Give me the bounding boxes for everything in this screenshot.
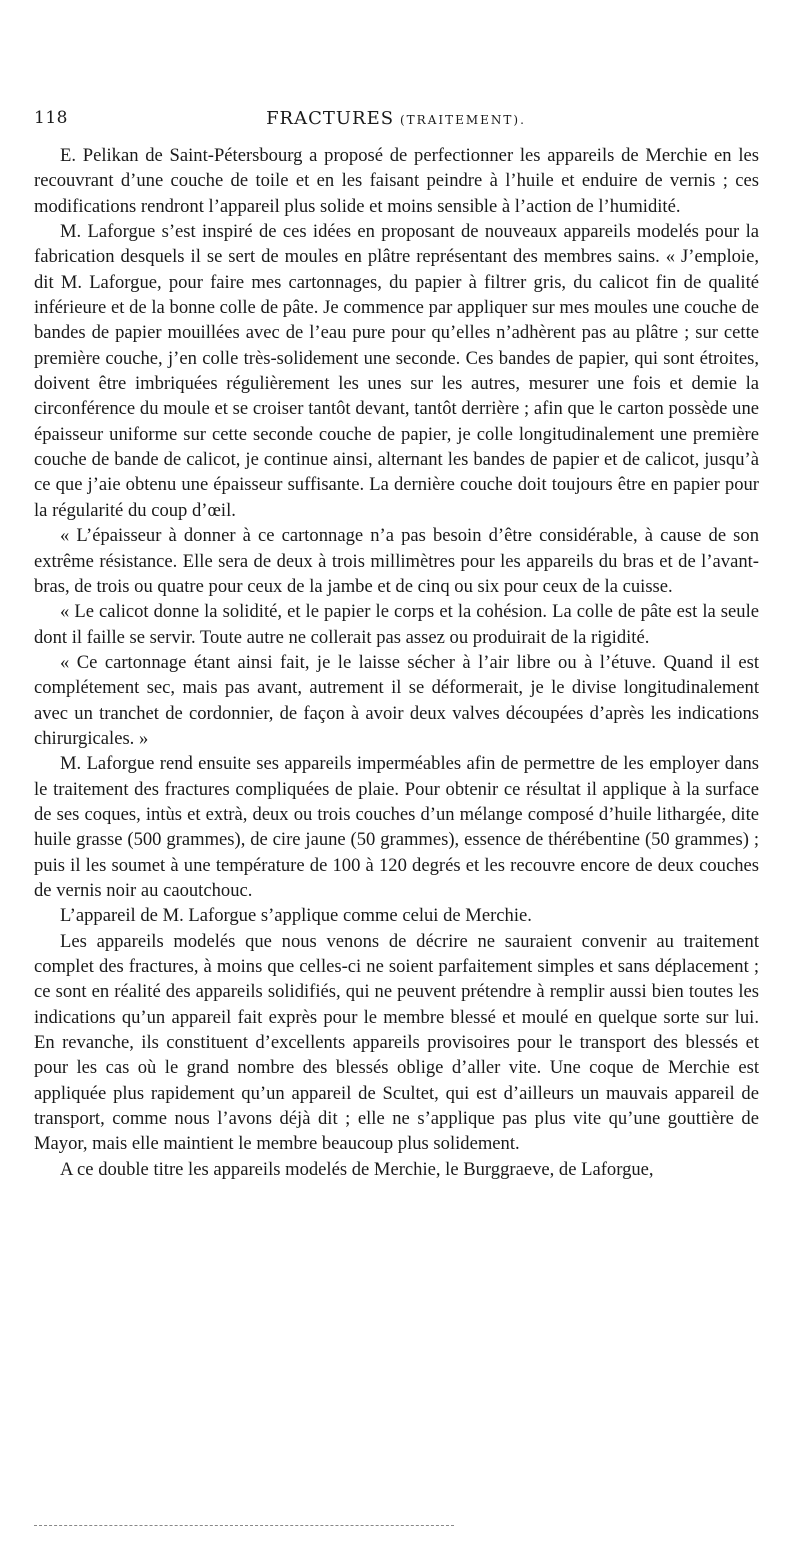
page-number: 118: [34, 108, 68, 128]
paragraph-assessment: Les appareils modelés que nous venons de décrire ne sauraient convenir au traitement complet des fractures, à moins que celles-ci ne soient parfaitement simples et sans déplacement ; ce sont en réalité des appareils solidifiés, qui ne peuvent prétendre à remplir aussi bien toutes les indications qu’un appareil fait exprès pour le membre blessé et moulé en quelque sorte sur lui. En revanche, ils constituent d’excellents appareils provisoires pour le transport des blessés et pour les cas où le grand nombre des blessés oblige d’aller vite. Une coque de Merchie est appliquée plus rapidement qu’un appareil de Scultet, qui est d’ailleurs un mauvais appareil de transport, comme nous l’avons déjà dit ; elle ne s’applique pas plus vite qu’une gouttière de Mayor, mais elle maintient le membre beaucoup plus solidement.: [34, 930, 759, 1155]
paragraph-application: L’appareil de M. Laforgue s’applique comme celui de Merchie.: [60, 905, 532, 927]
paragraph-calicot: « Le calicot donne la solidité, et le papier le corps et la cohésion. La colle de pâte est la seule dont il faille se servir. Toute autre ne collerait pas assez ou produirait de la rigidité.: [34, 601, 759, 648]
paragraph-thickness: « L’épaisseur à donner à ce cartonnage n’a pas besoin d’être considérable, à cause de son extrême résistance. Elle sera de deux à trois millimètres pour les appareils du bras et de l’avant-bras, de trois ou quatre pour ceux de la jambe et de cinq ou six pour ceux de la cuisse.: [34, 525, 759, 597]
footer-rule: [34, 1525, 454, 1526]
running-head-title: FRACTURES: [266, 108, 395, 129]
paragraph-waterproofing: M. Laforgue rend ensuite ses appareils imperméables afin de permettre de les employer dans le traitement des fractures compliquées de plaie. Pour obtenir ce résultat il applique à la surface de ses coques, intùs et extrà, deux ou trois couches d’un mélange composé d’huile lithargée, dite huile grasse (500 grammes), de cire jaune (50 grammes), essence de thérébentine (50 grammes) ; puis il les soumet à une température de 100 à 120 degrés et les recouvre encore de deux couches de vernis noir au caoutchouc.: [34, 753, 759, 901]
page-header: [34, 108, 758, 136]
paragraph-laforgue-method: M. Laforgue s’est inspiré de ces idées en proposant de nouveaux appareils modelés pour la fabrication desquels il se sert de moules en plâtre représentant des membres sains. « J’emploie, dit M. Laforgue, pour faire mes cartonnages, du papier à filtrer gris, du calicot fin de qualité inférieure et de la bonne colle de pâte. Je commence par appliquer sur mes moules une couche de bandes de papier mouillées avec de l’eau pure pour qu’elles n’adhèrent pas au plâtre ; sur cette première couche, j’en colle très-solidement une seconde. Ces bandes de papier, qui sont étroites, doivent être imbriquées régulièrement les unes sur les autres, mesurer une fois et demie la circonférence du moule et se croiser tantôt devant, tantôt derrière ; afin que le carton possède une épaisseur uniforme sur cette seconde couche de papier, je colle longitudinalement une première couche de bande de calicot, je continue ainsi, alternant les bandes de papier et de calicot, jusqu’à ce que j’aie obtenu une épaisseur suffisante. La dernière couche doit toujours être en papier pour la régularité du coup d’œil.: [34, 221, 759, 521]
paragraph-conclusion: A ce double titre les appareils modelés de Merchie, le Burggraeve, de Laforgue,: [60, 1158, 654, 1180]
body-text: [34, 143, 759, 1182]
running-head-subtitle: (TRAITEMENT).: [399, 113, 526, 127]
running-head: [34, 108, 758, 129]
paragraph-pelikan: E. Pelikan de Saint-Pétersbourg a proposé de perfectionner les appareils de Merchie en les recouvrant d’une couche de toile et en les faisant peindre à l’huile et enduire de vernis ; ces modifications rendront l’appareil plus solide et moins sensible à l’action de l’humidité.: [34, 145, 759, 217]
paragraph-drying: « Ce cartonnage étant ainsi fait, je le laisse sécher à l’air libre ou à l’étuve. Quand il est complétement sec, mais pas avant, autrement il se déformerait, je le divise longitudinalement avec un tranchet de cordonnier, de façon à avoir deux valves découpées d’après les indications chirurgicales. »: [34, 651, 759, 749]
